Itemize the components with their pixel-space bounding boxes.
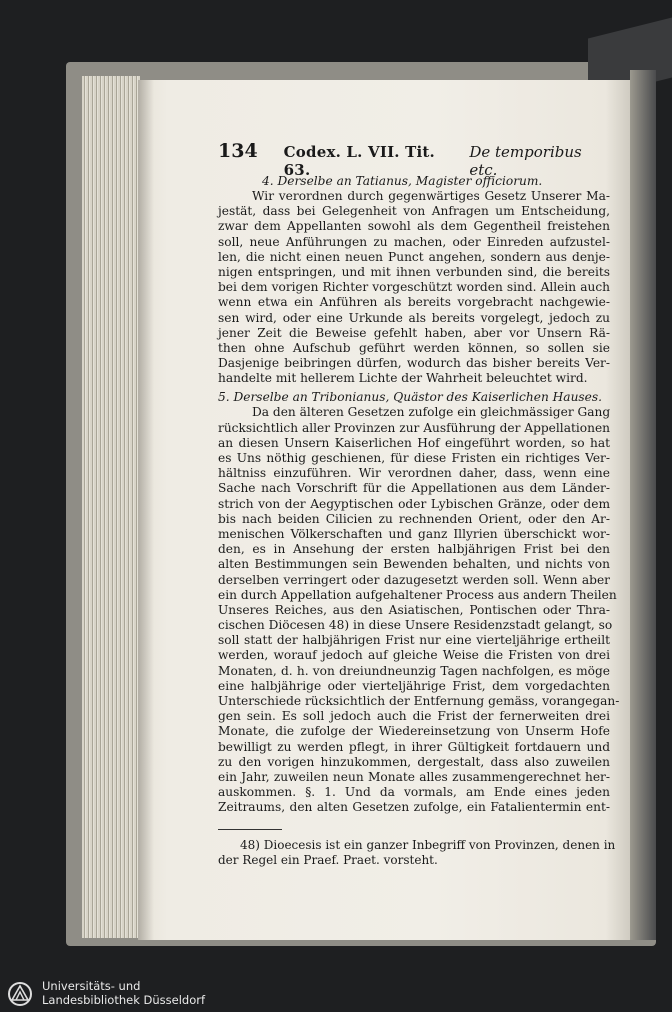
text-line: wenn etwa ein Anführen als bereits vorgebracht nachgewie- [218,295,610,310]
page-text [218,140,620,868]
text-line: then ohne Aufschub geführt werden können, so sollen sie [218,340,610,355]
section-5-body [218,405,620,815]
header-title: De temporibus etc. [469,143,582,179]
text-line: Monate, die zufolge der Wiedereinsetzung von Unserm Hofe [218,724,610,739]
text-line: Sache nach Vorschrift für die Appellationen aus dem Länder- [218,481,610,496]
text-line: Unseres Reiches, aus den Asiatischen, Pontischen oder Thra- [218,602,610,617]
text-line: Unterschiede rücksichtlich der Entfernung gemäss, vorangegan- [218,694,620,708]
header-code: Codex. L. VII. Tit. 63. [283,143,435,179]
text-line: ein durch Appellation aufgehaltener Process aus andern Theilen [218,587,617,602]
text-line: soll, neue Anführungen zu machen, oder Einreden aufzustel- [218,234,610,249]
cover-edge [630,70,656,940]
text-line: cischen Diöcesen 48) in diese Unsere Residenzstadt gelangt, so [218,618,613,633]
footnote-line: der Regel ein Praef. Praet. vorsteht. [218,852,438,867]
text-line: bei dem vorigen Richter vorgeschützt worden sind. Allein auch [218,280,610,295]
section-4-heading: 4. Derselbe an Tatianus, Magister officiorum. [262,174,543,188]
library-name[interactable] [42,980,205,1007]
text-line: jener Zeit die Beweise gefehlt haben, aber vor Unsern Rä- [218,325,610,340]
text-line: nigen entspringen, und mit ihnen verbunden sind, die bereits [218,264,610,279]
text-line: soll statt der halbjährigen Frist nur eine vierteljährige ertheilt [218,633,610,648]
text-line: Dasjenige beibringen dürfen, wodurch das bisher bereits Ver- [218,356,610,371]
text-line: werden, worauf jedoch auf gleiche Weise die Fristen von drei [218,648,610,663]
text-line: alten Bestimmungen sein Bewenden behalten, und nichts von [218,557,610,572]
text-line: bis nach beiden Cilicien zu rechnenden Orient, oder den Ar- [218,511,610,526]
text-line: ein Jahr, zuweilen neun Monate alles zusammengerechnet her- [218,769,610,784]
text-line: jestät, dass bei Gelegenheit von Anfragen um Entscheidung, [218,204,610,219]
text-line: menischen Völkerschaften und ganz Illyrien überschickt wor- [218,526,610,541]
library-name-line2: Landesbibliothek Düsseldorf [42,992,206,1007]
text-line: zu den vorigen hinzukommen, dergestalt, dass also zuweilen [218,754,610,769]
text-line: an diesen Unsern Kaiserlichen Hof eingeführt worden, so hat [218,435,610,450]
library-name-line1: Universitäts- und [42,979,141,993]
gutter-shadow [138,80,154,940]
text-line: len, die nicht einen neuen Punct angehen, sondern aus denje- [218,249,610,264]
text-line: hältniss einzuführen. Wir verordnen daher, dass, wenn eine [218,466,610,481]
text-line: Monaten, d. h. von dreiundneunzig Tagen nachfolgen, es möge [218,663,610,678]
text-line: sen wird, oder eine Urkunde als bereits vorgelegt, jedoch zu [218,310,610,325]
page-number: 134 [218,140,258,162]
text-line: auskommen. §. 1. Und da vormals, am Ende eines jeden [218,785,610,800]
text-line: Zeitraums, den alten Gesetzen zufolge, ein Fatalientermin ent- [218,800,610,815]
text-line: handelte mit hellerem Lichte der Wahrheit beleuchtet wird. [218,371,588,386]
text-line: es Uns nöthig geschienen, für diese Fristen ein richtiges Ver- [218,451,610,465]
library-logo-icon [6,980,36,1008]
text-line: eine halbjährige oder vierteljährige Frist, dem vorgedachten [218,678,610,693]
section-4-body [218,189,610,386]
text-line: strich von der Aegyptischen oder Lybischen Gränze, oder dem [218,496,610,511]
text-line: rücksichtlich aller Provinzen zur Ausführung der Appellationen [218,420,611,435]
footnote-line: 48) Dioecesis ist ein ganzer Inbegriff von Provinzen, denen in [240,837,616,852]
footnote [218,837,616,868]
text-line: Wir verordnen durch gegenwärtiges Gesetz Unserer Ma- [252,189,610,203]
running-header [218,140,610,179]
text-line: zwar dem Appellanten sowohl als dem Gegentheil freistehen [218,219,610,234]
footnote-rule [218,829,282,830]
text-line: derselben verringert oder dazugesetzt werden soll. Wenn aber [218,572,610,587]
text-line: den, es in Ansehung der ersten halbjährigen Frist bei den [218,542,610,557]
text-line: Da den älteren Gesetzen zufolge ein gleichmässiger Gang [252,405,611,420]
text-line: bewilligt zu werden pflegt, in ihrer Gültigkeit fortdauern und [218,739,610,754]
section-5-heading: 5. Derselbe an Tribonianus, Quästor des Kaiserlichen Hauses. [218,390,603,405]
text-line: gen sein. Es soll jedoch auch die Frist der fernerweiten drei [218,709,610,724]
page-edges [82,76,140,938]
